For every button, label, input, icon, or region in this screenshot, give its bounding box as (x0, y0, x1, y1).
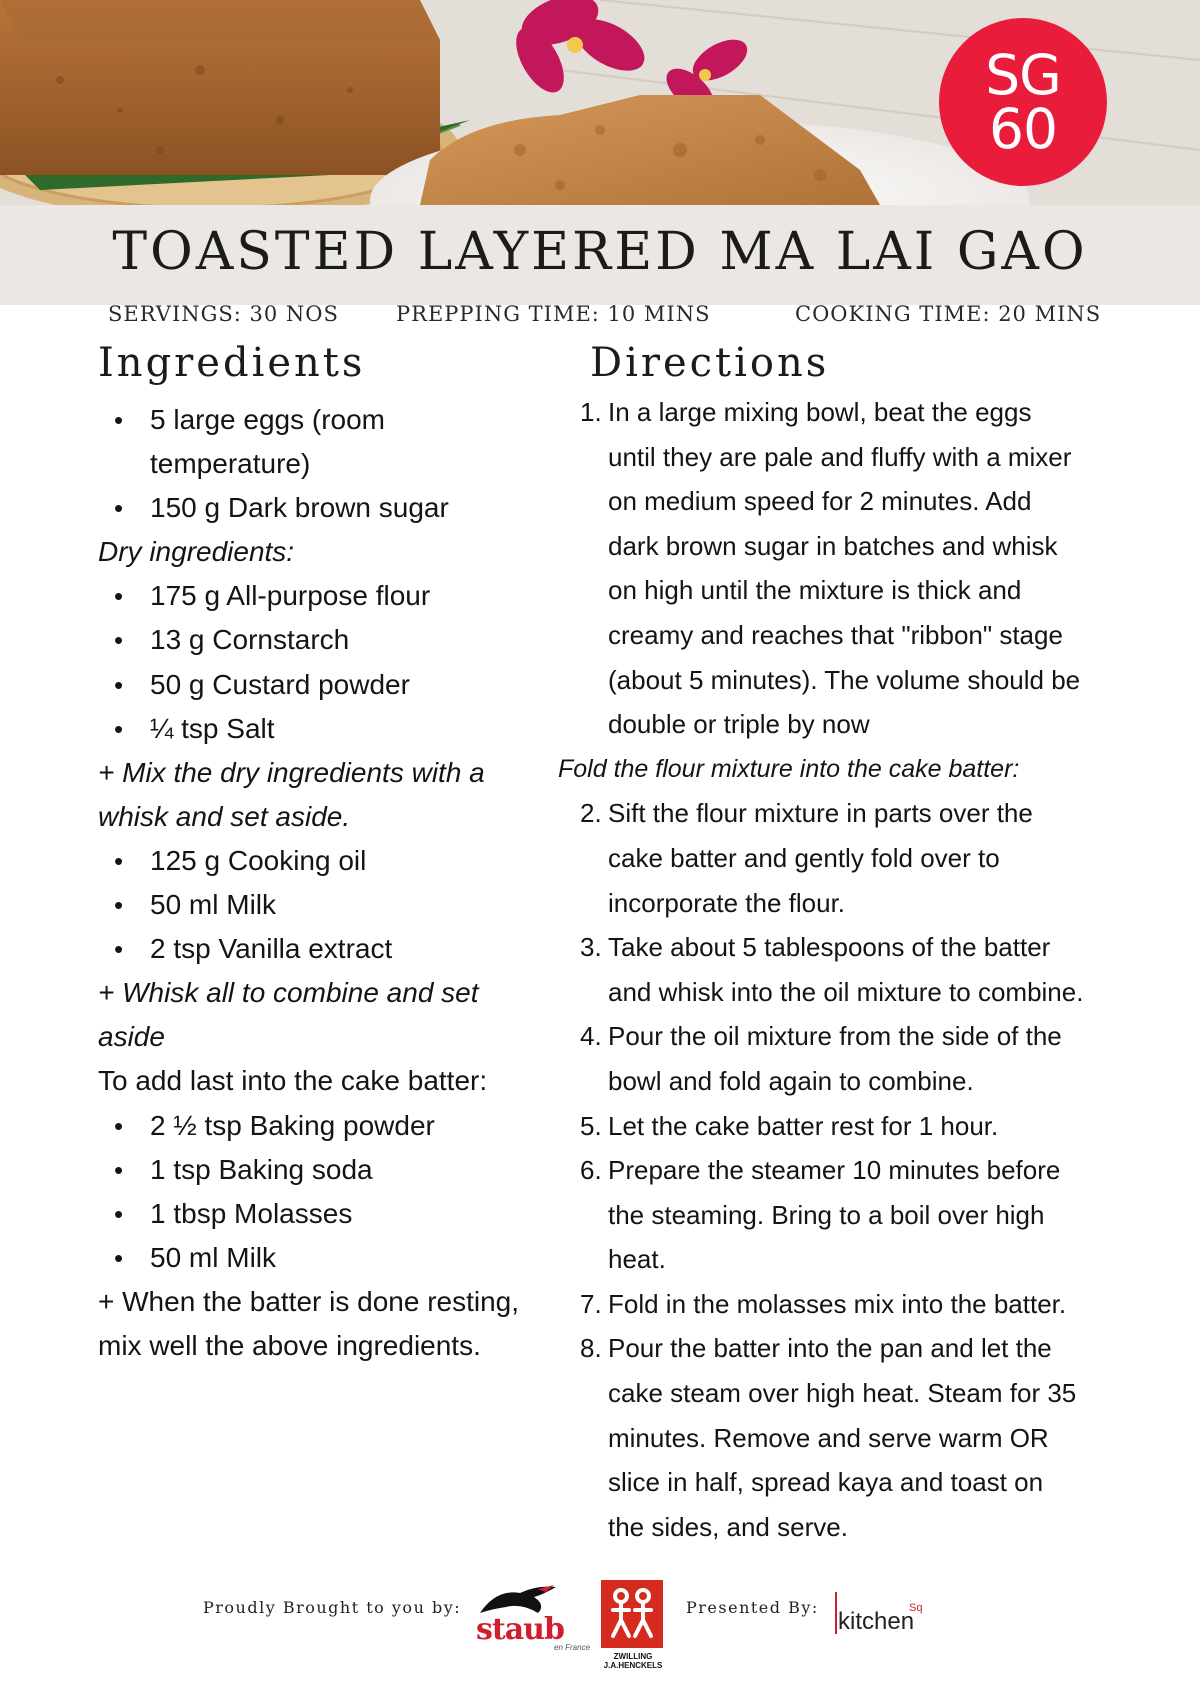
direction-line: on medium speed for 2 minutes. Add (608, 486, 1032, 517)
ingredient-item: • 125 g Cooking oil (98, 839, 578, 883)
ingredient-item-continued: temperature) (150, 448, 311, 480)
direction-step-6 (572, 1148, 1132, 1282)
step-number: 1. (580, 397, 602, 427)
direction-line: cake steam over high heat. Steam for 35 (608, 1378, 1077, 1409)
presented-by-label: Presented By: (686, 1598, 819, 1617)
direction-line: on high until the mixture is thick and (608, 575, 1022, 606)
direction-line: cake batter and gently fold over to (608, 842, 1000, 873)
step-number: 4. (580, 1021, 602, 1052)
direction-step-8 (572, 1326, 1132, 1549)
kitchen-sq-superscript: Sq (909, 1602, 923, 1614)
step-number: 5. (580, 1110, 602, 1141)
ingredient-note: whisk and set aside. (98, 800, 351, 832)
direction-line: bowl and fold again to combine. (608, 1065, 974, 1096)
ingredients-list (98, 398, 578, 1368)
staub-logo-subtext: en France (554, 1643, 591, 1652)
direction-line: Fold in the molasses mix into the batter. (608, 1288, 1067, 1319)
direction-line: and whisk into the oil mixture to combine. (608, 976, 1084, 1007)
direction-line: the steaming. Bring to a boil over high (608, 1199, 1045, 1230)
cook-time-label: COOKING TIME: 20 MINS (795, 302, 1102, 326)
directions-heading: Directions (590, 340, 830, 386)
step-number: 8. (580, 1333, 602, 1364)
ingredient-item: • 50 ml Milk (98, 1236, 578, 1280)
recipe-title: TOASTED LAYERED MA LAI GAO (112, 222, 1088, 282)
direction-step-5 (572, 1104, 1132, 1149)
direction-line: creamy and reaches that "ribbon" stage (608, 619, 1063, 650)
badge-line-1: SG (985, 43, 1061, 107)
direction-line: Take about 5 tablespoons of the batter (608, 932, 1051, 963)
step-number: 2. (580, 798, 602, 829)
direction-line: double or triple by now (608, 709, 870, 740)
direction-step-7 (572, 1282, 1132, 1327)
ingredient-note: + When the batter is done resting, (98, 1285, 520, 1317)
ingredient-note: aside (98, 1021, 165, 1053)
step-number: 7. (580, 1288, 602, 1319)
ingredient-item: • 13 g Cornstarch (98, 618, 578, 662)
zwilling-logo (601, 1580, 663, 1648)
direction-line: minutes. Remove and serve warm OR (608, 1422, 1049, 1453)
brought-by-label: Proudly Brought to you by: (203, 1598, 462, 1617)
ingredient-item: • 50 ml Milk (98, 883, 578, 927)
ingredient-item: • 1 tsp Baking soda (98, 1148, 578, 1192)
ingredient-item: • ¼ tsp Salt (98, 707, 578, 751)
chopstick-icon (834, 1592, 840, 1634)
direction-line: slice in half, spread kaya and toast on (608, 1467, 1044, 1498)
ingredient-item: • 2 tsp Vanilla extract (98, 927, 578, 971)
ingredient-subheading: To add last into the cake batter: (98, 1065, 488, 1097)
direction-line: In a large mixing bowl, beat the eggs (608, 397, 1032, 427)
ingredient-subheading: Dry ingredients: (98, 536, 295, 568)
ingredient-item: • 50 g Custard powder (98, 663, 578, 707)
direction-step-3 (572, 925, 1132, 1014)
hero-photo (0, 0, 1200, 205)
step-number: 6. (580, 1155, 602, 1186)
direction-line: (about 5 minutes). The volume should be (608, 664, 1081, 695)
direction-line: dark brown sugar in batches and whisk (608, 530, 1058, 561)
direction-step-4 (572, 1014, 1132, 1103)
direction-step-2 (572, 791, 1132, 925)
kitchen-sq-logo: kitchen (838, 1608, 915, 1635)
direction-subheading: Fold the flour mixture into the cake batter: (558, 754, 1020, 783)
ingredients-heading: Ingredients (98, 340, 366, 386)
direction-line: Pour the batter into the pan and let the (608, 1333, 1052, 1364)
ingredient-item: • 175 g All-purpose flour (98, 574, 578, 618)
direction-line: incorporate the flour. (608, 887, 846, 918)
ingredient-note: + Mix the dry ingredients with a (98, 756, 485, 788)
ingredient-note: mix well the above ingredients. (98, 1329, 481, 1361)
direction-line: Let the cake batter rest for 1 hour. (608, 1110, 999, 1141)
prep-time-label: PREPPING TIME: 10 MINS (396, 302, 711, 326)
direction-line: until they are pale and fluffy with a mixer (608, 441, 1072, 472)
henckels-name: J.A.HENCKELS (603, 1661, 663, 1670)
direction-line: the sides, and serve. (608, 1511, 848, 1542)
zwilling-logo-text (600, 1652, 666, 1670)
ingredient-item: • 5 large eggs (room (98, 398, 578, 442)
ingredient-note: + Whisk all to combine and set (98, 977, 479, 1009)
step-number: 3. (580, 932, 602, 963)
zwilling-twins-icon (601, 1580, 663, 1648)
badge-line-2: 60 (989, 97, 1057, 161)
ingredient-item: • 2 ½ tsp Baking powder (98, 1104, 578, 1148)
servings-label: SERVINGS: 30 NOS (108, 302, 339, 326)
direction-line: Pour the oil mixture from the side of the (608, 1021, 1062, 1052)
directions-list (558, 390, 1132, 1549)
staub-logo: staub (476, 1612, 564, 1647)
zwilling-name: ZWILLING (613, 1652, 653, 1661)
direction-step-1 (572, 390, 1132, 747)
ingredient-item: • 150 g Dark brown sugar (98, 486, 578, 530)
ingredient-item: • 1 tbsp Molasses (98, 1192, 578, 1236)
direction-line: Sift the flour mixture in parts over the (608, 798, 1033, 829)
direction-line: heat. (608, 1244, 666, 1275)
direction-line: Prepare the steamer 10 minutes before (608, 1155, 1061, 1186)
sg60-badge (939, 18, 1107, 186)
